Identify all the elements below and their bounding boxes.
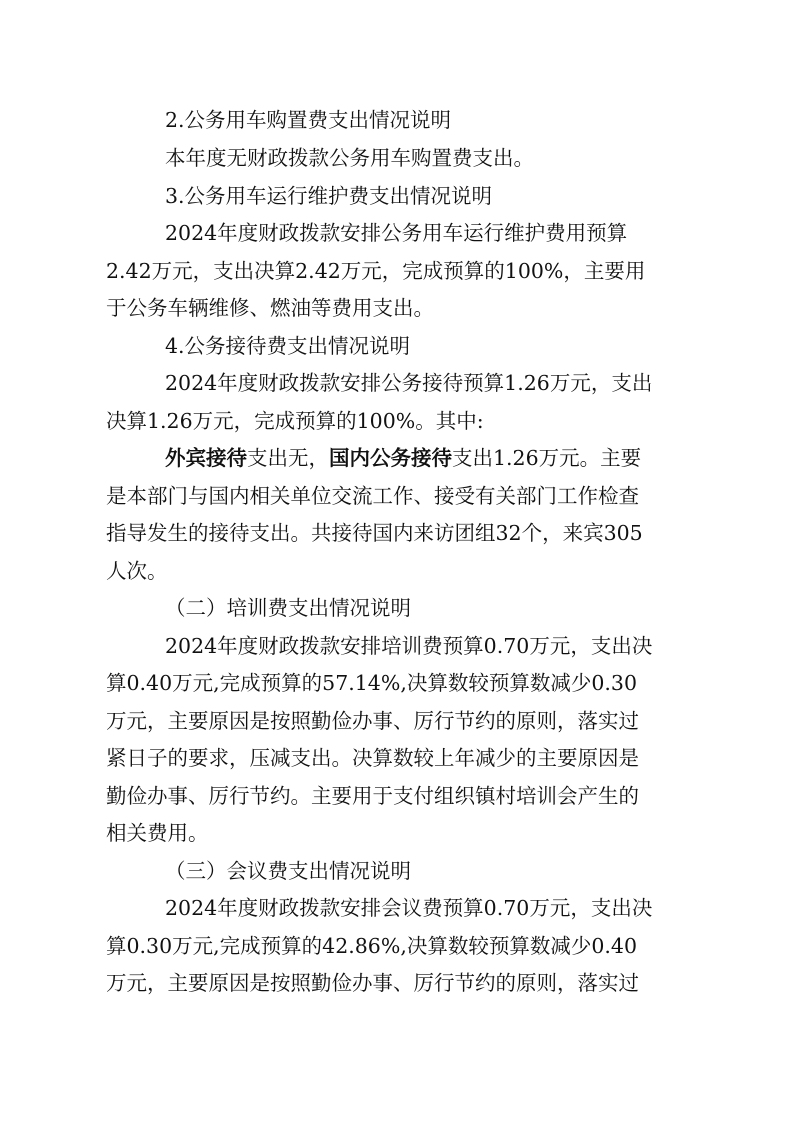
paragraph-line: 相关费用。 [106,821,209,845]
paragraph-line: 2024年度财政拨款安排会议费预算0.70万元，支出决 [165,896,653,920]
paragraph-line: 人次。 [106,559,168,583]
heading-meeting: （三）会议费支出情况说明 [165,859,411,883]
paragraph-line: 算0.30万元,完成预算的42.86%,决算数较预算数减少0.40 [106,934,637,958]
paragraph-line: 2.42万元，支出决算2.42万元，完成预算的100%，主要用 [106,259,646,283]
heading-vehicle-purchase: 2.公务用车购置费支出情况说明 [165,108,452,132]
paragraph-vehicle-purchase: 本年度无财政拨款公务用车购置费支出。 [165,146,534,170]
paragraph-line: 紧日子的要求，压减支出。决算数较上年减少的主要原因是 [106,746,639,770]
paragraph-line: 2024年度财政拨款安排公务用车运行维护费用预算 [165,221,628,245]
paragraph-line: 是本部门与国内相关单位交流工作、接受有关部门工作检查 [106,484,639,508]
heading-vehicle-maintenance: 3.公务用车运行维护费支出情况说明 [165,184,493,208]
heading-training: （二）培训费支出情况说明 [165,596,411,620]
paragraph-line: 万元，主要原因是按照勤俭办事、厉行节约的原则，落实过 [106,709,639,733]
paragraph-line: 2024年度财政拨款安排公务接待预算1.26万元，支出 [165,371,653,395]
paragraph-line: 于公务车辆维修、燃油等费用支出。 [106,296,434,320]
foreign-reception-text: 支出无， [247,446,329,470]
heading-reception: 4.公务接待费支出情况说明 [165,334,411,358]
paragraph-line-mixed [165,440,641,476]
paragraph-line: 算0.40万元,完成预算的57.14%,决算数较预算数减少0.30 [106,671,637,695]
paragraph-line: 勤俭办事、厉行节约。主要用于支付组织镇村培训会产生的 [106,784,639,808]
foreign-reception-term: 外宾接待 [165,446,247,470]
paragraph-line: 指导发生的接待支出。共接待国内来访团组32个，来宾305 [106,521,643,545]
paragraph-line: 万元，主要原因是按照勤俭办事、厉行节约的原则，落实过 [106,971,639,995]
paragraph-line: 2024年度财政拨款安排培训费预算0.70万元，支出决 [165,634,653,658]
domestic-reception-term: 国内公务接待 [329,446,452,470]
paragraph-line: 决算1.26万元，完成预算的100%。其中: [106,409,484,433]
domestic-reception-text: 支出1.26万元。主要 [452,446,642,470]
